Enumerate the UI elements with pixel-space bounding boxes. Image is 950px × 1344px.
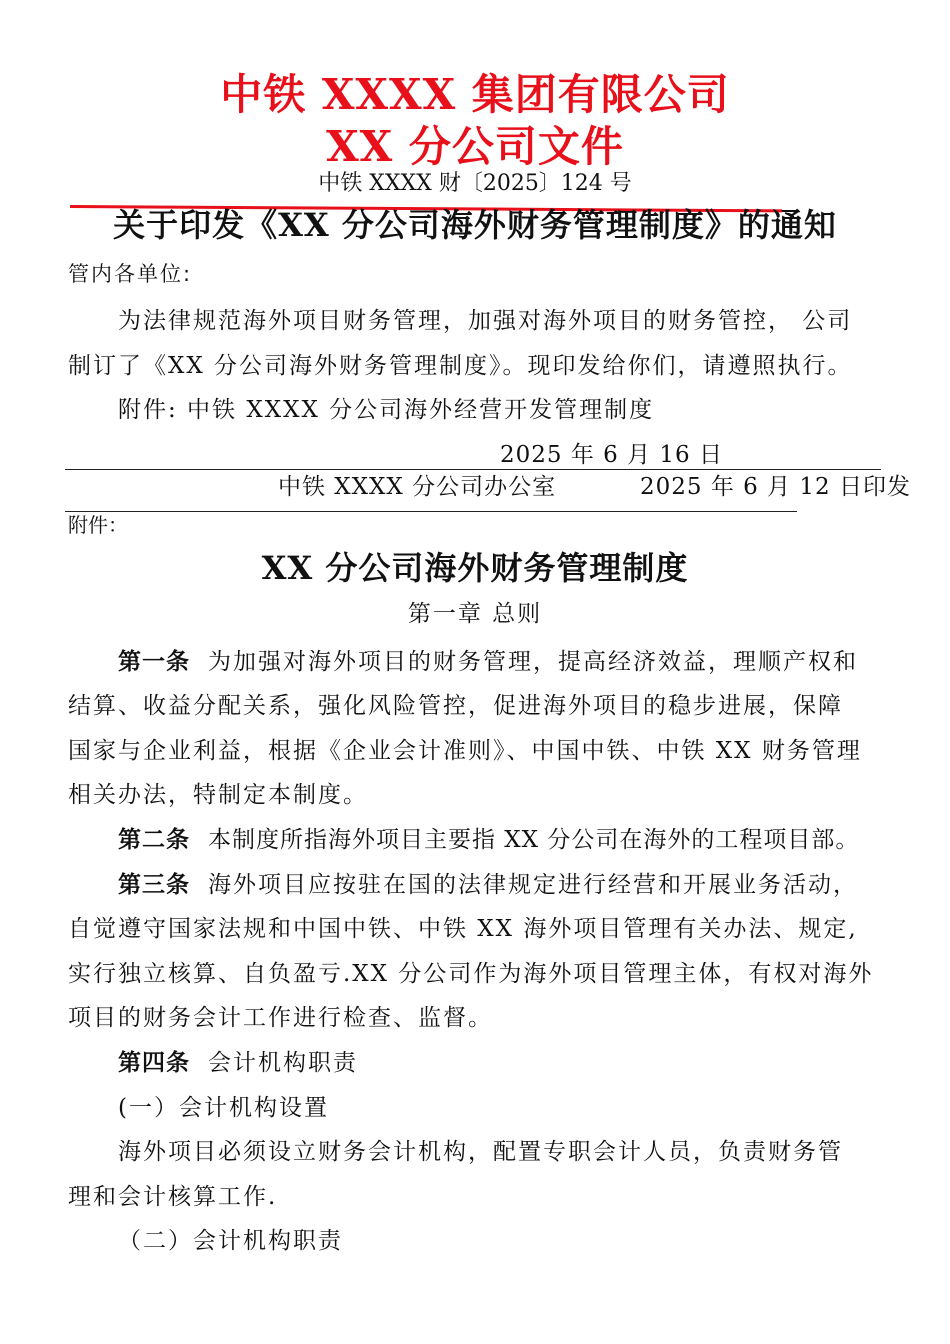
article-3-line: 项目的财务会计工作进行检查、监督。: [68, 1005, 493, 1031]
document-number: 中铁 XXXX 财〔2025〕124 号: [318, 171, 632, 196]
article-1-line: [118, 643, 858, 676]
article-3-line: 自觉遵守国家法规和中国中铁、中铁 XX 海外项目管理有关办法、规定,: [68, 916, 858, 942]
section-body-line: 理和会计核算工作.: [68, 1184, 278, 1210]
article-4-lead: 第四条: [118, 1050, 190, 1076]
chapter-title: 第一章 总则: [407, 601, 543, 627]
sign-date: 2025 年 6 月 16 日: [500, 442, 723, 468]
issue-date: 2025 年 6 月 12 日印发: [640, 474, 911, 500]
article-4-text: 会计机构职责: [208, 1050, 358, 1076]
notice-body-line: 为法律规范海外项目财务管理，加强对海外项目的财务管控， 公司: [118, 308, 853, 334]
notice-body-line: 制订了《XX 分公司海外财务管理制度》。现印发给你们，请遵照执行。: [68, 353, 853, 379]
notice-title: 关于印发《XX 分公司海外财务管理制度》的通知: [113, 206, 837, 244]
org-title: 中铁 XXXX 集团有限公司: [220, 70, 730, 119]
article-1-text: 为加强对海外项目的财务管理，提高经济效益，理顺产权和: [208, 649, 858, 675]
article-1-lead: 第一条: [118, 649, 190, 675]
article-3-text: 海外项目应按驻在国的法律规定进行经营和开展业务活动，: [208, 872, 858, 898]
divider-line: [65, 511, 797, 512]
article-4-line: [118, 1044, 358, 1077]
article-2-line: [118, 821, 859, 854]
article-3-lead: 第三条: [118, 872, 190, 898]
regulation-title: XX 分公司海外财务管理制度: [261, 549, 689, 587]
section-heading: （二）会计机构职责: [118, 1228, 343, 1254]
section-heading: (一）会计机构设置: [118, 1095, 329, 1121]
article-2-text: 本制度所指海外项目主要指 XX 分公司在海外的工程项目部。: [208, 827, 860, 853]
branch-title: XX 分公司文件: [326, 122, 624, 171]
attachment-label: 附件：: [68, 513, 128, 537]
article-3-line: [118, 866, 858, 899]
article-3-line: 实行独立核算、自负盈亏.XX 分公司作为海外项目管理主体，有权对海外: [68, 961, 874, 987]
article-2-lead: 第二条: [118, 827, 190, 853]
article-1-line: 结算、收益分配关系，强化风险管控，促进海外项目的稳步进展，保障: [68, 693, 843, 719]
issuing-office: 中铁 XXXX 分公司办公室: [278, 474, 557, 500]
salutation: 管内各单位:: [68, 262, 193, 286]
article-1-line: 国家与企业利益，根据《企业会计准则》、中国中铁、中铁 XX 财务管理: [68, 738, 862, 764]
attachment-reference: 附件: 中铁 XXXX 分公司海外经营开发管理制度: [118, 397, 655, 423]
article-1-line: 相关办法，特制定本制度。: [68, 782, 368, 808]
section-body-line: 海外项目必须设立财务会计机构，配置专职会计人员，负责财务管: [118, 1139, 843, 1165]
